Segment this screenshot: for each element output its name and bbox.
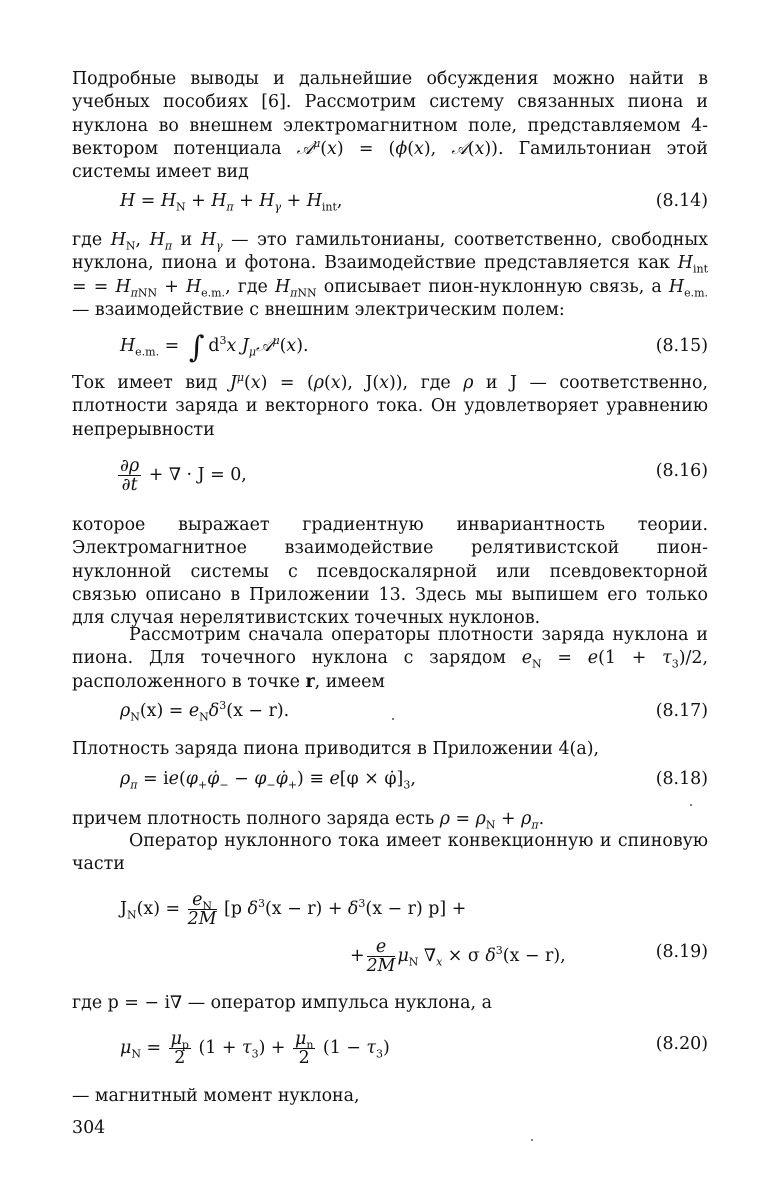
equation-8-18: $\rho_\pi$ = $ie(\varphi_+\varphi̇_-$ − $\varphi_-\varphi̇_+) \equiv e[\varphi$ × $\varphi̇]_3$, (8.18) [120,765,708,793]
equation-number: (8.16) [655,461,708,481]
page-number: 304 [72,1118,106,1138]
equation-number: (8.19) [655,942,708,962]
paragraph-gauge-invariance: которое выражает градиентную инвариантность теории. Электромагнитное взаимодействие релятивистской пион-нуклонной системы с псевдоскалярной или псевдовекторной связью описано в Приложении 13. Здесь мы выпишем его только для случая нерелятивистских точечных нуклонов. [72,515,708,629]
paragraph-hamiltonians: где $H_N$, $H_\pi$ и $H_\gamma$ — это гамильтонианы, соответственно, свободных нуклона, пиона и фотона. Взаимодействие представляется как $H_{int}$ = = $H_{\pi NN} + H_{e.m.}$, где $H_{\pi NN}$ описывает пион-нуклонную связь, а $H_{e.m.}$ — взаимодействие с внешним электрическим полем: [72,230,708,320]
paragraph-total-charge: причем плотность полного заряда есть $\rho = \rho_N + \rho_\pi$. [72,809,545,832]
paragraph-current: Ток имеет вид $J^\mu(x) = (\rho(x)$, J(x)), где ρ и J — соответственно, плотности заряда и векторного тока. Он удовлетворяет уравнению непрерывности [72,371,709,440]
equation-8-20: $\mu_N$ = $\frac{\mu_p}{2}$ $(1 + \tau_3)$ + $\frac{\mu_n}{2}$ $(1 - \tau_3)$ (8.20) [120,1029,708,1068]
equation-8-16: $\frac{\partial\rho}{\partial t}$ + ∇ · J = 0, (8.16) [120,456,708,495]
equation-number: (8.15) [655,336,708,356]
paragraph-momentum-operator: где p = − i∇ — оператор импульса нуклона, а [72,993,492,1013]
paragraph-charge-density: Рассмотрим сначала операторы плотности заряда нуклона и пиона. Для точечного нуклона с зарядом $e_N = e(1 + \tau_3)/2$, расположенного в точке r, имеем [72,625,708,692]
equation-8-19-line1: $J_N(x)$ = $\frac{e_N}{2M}$ [p $\delta^3(x - r) + \delta^3(x - r) p$] + [120,890,467,929]
equation-number: (8.14) [655,191,708,211]
equation-8-17: $\rho_N(x) = e_N\delta^3(x - r)$. (8.17) [120,697,708,725]
equation-number: (8.17) [655,701,708,721]
paragraph-intro: Подробные выводы и дальнейшие обсуждения можно найти в учебных пособиях [6]. Рассмотрим систему связанных пиона и нуклона во внешнем электромагнитном поле, представляемом 4-вектором потенциала 𝒜$^\mu$(x) = (ϕ(x), 𝒜(x)). Гамильтониан этой системы имеет вид [72,69,709,183]
equation-8-15: $H_{e.m.}$ = ∫ $d^3x$ $J_\mu 𝒜^\mu(x)$. (8.15) [120,330,708,365]
equation-number: (8.20) [655,1034,708,1054]
equation-8-14: $H = H_N + H_\pi + H_\gamma + H_{int}$, (8.14) [120,187,708,215]
paragraph-pion-density: Плотность заряда пиона приводится в Приложении 4(а), [72,739,600,759]
paragraph-nucleon-current: Оператор нуклонного тока имеет конвекционную и спиновую части [72,831,708,875]
scan-speck [392,718,394,720]
scan-speck [690,804,692,806]
scan-speck [531,1139,533,1141]
equation-8-19-line2: + $\frac{e}{2M}$ $\mu_N$ $\nabla_x \times \sigma$ $\delta^3(x - r)$, (8.19) [350,937,708,976]
paragraph-magnetic-moment: — магнитный момент нуклона, [72,1086,360,1106]
equation-number: (8.18) [655,769,708,789]
